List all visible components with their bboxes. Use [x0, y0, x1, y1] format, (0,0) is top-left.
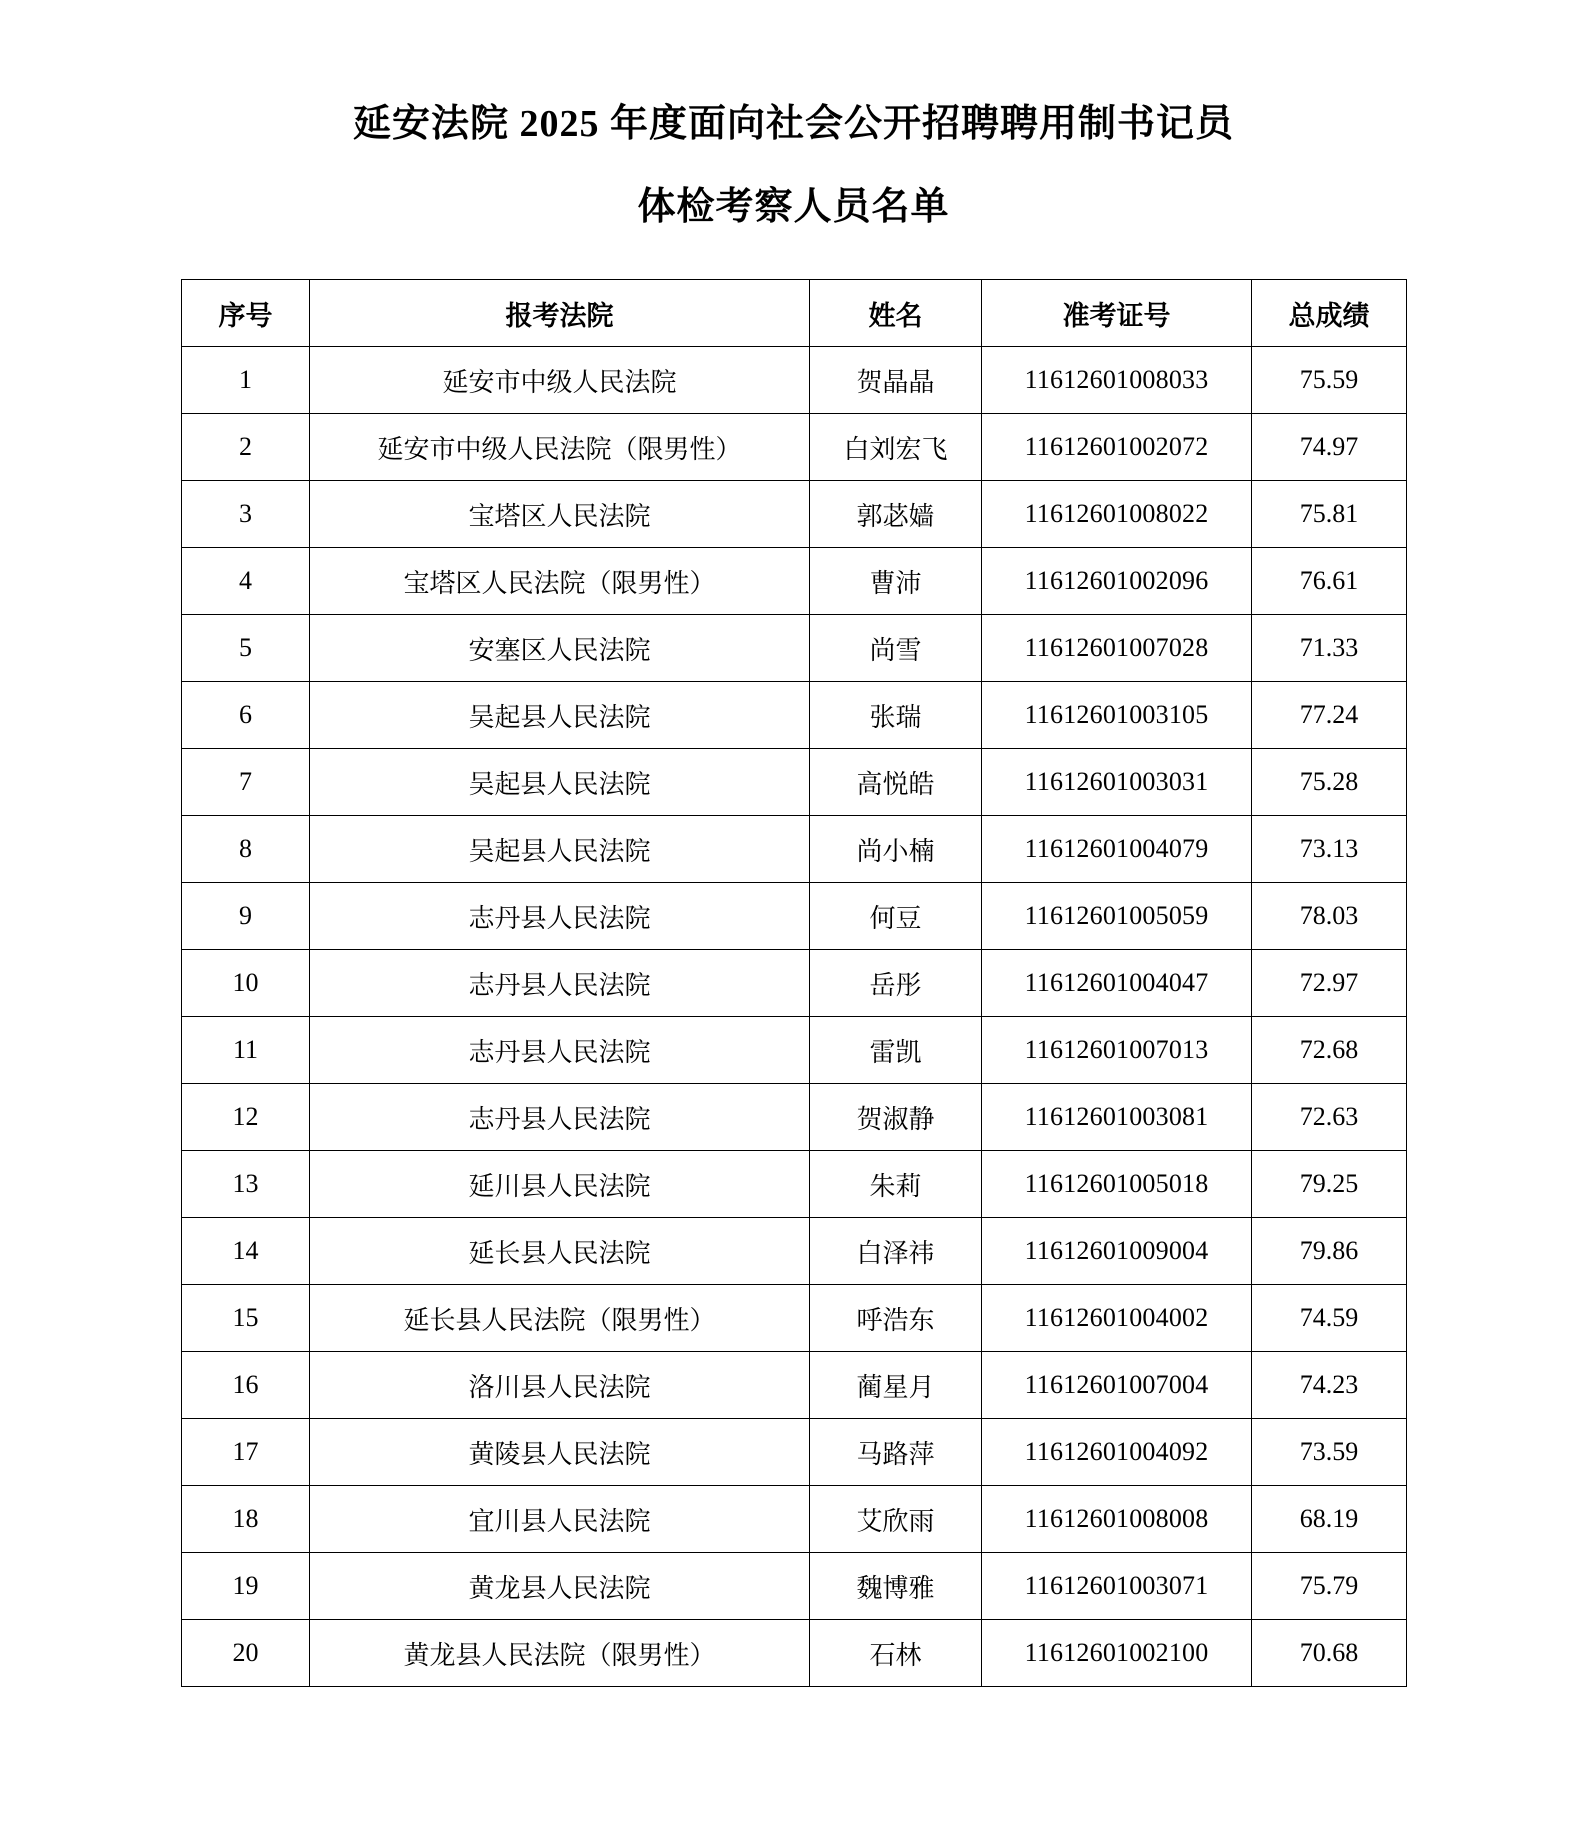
cell-index: 2	[182, 414, 310, 481]
cell-name: 何豆	[810, 883, 982, 950]
table-row	[182, 481, 1407, 548]
page-title-line-2: 体检考察人员名单	[637, 186, 950, 229]
cell-index: 9	[182, 883, 310, 950]
cell-court: 黄龙县人民法院	[310, 1553, 810, 1620]
cell-index: 4	[182, 548, 310, 615]
cell-total-score: 75.79	[1252, 1553, 1407, 1620]
table-row	[182, 1553, 1407, 1620]
cell-total-score: 78.03	[1252, 883, 1407, 950]
table-row	[182, 950, 1407, 1017]
cell-ticket-number: 11612601003071	[982, 1553, 1252, 1620]
cell-total-score: 68.19	[1252, 1486, 1407, 1553]
table-row	[182, 1218, 1407, 1285]
roster-table	[181, 279, 1407, 1687]
cell-total-score: 74.23	[1252, 1352, 1407, 1419]
cell-court: 宝塔区人民法院（限男性）	[310, 548, 810, 615]
table-row	[182, 1352, 1407, 1419]
cell-court: 延安市中级人民法院	[310, 347, 810, 414]
column-header-index: 序号	[182, 280, 310, 347]
cell-total-score: 74.59	[1252, 1285, 1407, 1352]
cell-ticket-number: 11612601003031	[982, 749, 1252, 816]
cell-total-score: 77.24	[1252, 682, 1407, 749]
cell-court: 志丹县人民法院	[310, 1084, 810, 1151]
table-row	[182, 615, 1407, 682]
cell-index: 6	[182, 682, 310, 749]
cell-court: 宜川县人民法院	[310, 1486, 810, 1553]
table-row	[182, 347, 1407, 414]
cell-name: 张瑞	[810, 682, 982, 749]
cell-index: 15	[182, 1285, 310, 1352]
cell-name: 尚小楠	[810, 816, 982, 883]
cell-name: 石林	[810, 1620, 982, 1687]
table-row	[182, 1017, 1407, 1084]
cell-index: 3	[182, 481, 310, 548]
cell-court: 黄龙县人民法院（限男性）	[310, 1620, 810, 1687]
table-row	[182, 1151, 1407, 1218]
cell-index: 18	[182, 1486, 310, 1553]
cell-court: 延川县人民法院	[310, 1151, 810, 1218]
cell-total-score: 76.61	[1252, 548, 1407, 615]
cell-name: 尚雪	[810, 615, 982, 682]
cell-name: 曹沛	[810, 548, 982, 615]
cell-name: 白刘宏飞	[810, 414, 982, 481]
cell-ticket-number: 11612601007013	[982, 1017, 1252, 1084]
cell-court: 延安市中级人民法院（限男性）	[310, 414, 810, 481]
cell-index: 16	[182, 1352, 310, 1419]
cell-name: 贺淑静	[810, 1084, 982, 1151]
cell-name: 白泽祎	[810, 1218, 982, 1285]
cell-total-score: 75.28	[1252, 749, 1407, 816]
cell-ticket-number: 11612601003081	[982, 1084, 1252, 1151]
cell-name: 朱莉	[810, 1151, 982, 1218]
cell-total-score: 73.13	[1252, 816, 1407, 883]
cell-ticket-number: 11612601007004	[982, 1352, 1252, 1419]
cell-ticket-number: 11612601003105	[982, 682, 1252, 749]
cell-name: 贺晶晶	[810, 347, 982, 414]
page-title	[0, 95, 1587, 237]
cell-ticket-number: 11612601007028	[982, 615, 1252, 682]
cell-name: 呼浩东	[810, 1285, 982, 1352]
cell-name: 高悦皓	[810, 749, 982, 816]
cell-court: 志丹县人民法院	[310, 883, 810, 950]
page-title-line-1: 延安法院 2025 年度面向社会公开招聘聘用制书记员	[352, 103, 1234, 146]
cell-index: 7	[182, 749, 310, 816]
cell-index: 19	[182, 1553, 310, 1620]
cell-ticket-number: 11612601005059	[982, 883, 1252, 950]
column-header-ticket-number: 准考证号	[982, 280, 1252, 347]
cell-total-score: 72.68	[1252, 1017, 1407, 1084]
table-row	[182, 414, 1407, 481]
cell-ticket-number: 11612601008033	[982, 347, 1252, 414]
cell-index: 20	[182, 1620, 310, 1687]
cell-ticket-number: 11612601002100	[982, 1620, 1252, 1687]
cell-total-score: 73.59	[1252, 1419, 1407, 1486]
table-row	[182, 1084, 1407, 1151]
cell-court: 宝塔区人民法院	[310, 481, 810, 548]
table-header	[182, 280, 1407, 347]
cell-ticket-number: 11612601009004	[982, 1218, 1252, 1285]
cell-court: 志丹县人民法院	[310, 950, 810, 1017]
table-row	[182, 682, 1407, 749]
cell-total-score: 71.33	[1252, 615, 1407, 682]
cell-ticket-number: 11612601002096	[982, 548, 1252, 615]
cell-total-score: 79.86	[1252, 1218, 1407, 1285]
table-header-row	[182, 280, 1407, 347]
cell-court: 吴起县人民法院	[310, 682, 810, 749]
table-row	[182, 548, 1407, 615]
cell-index: 14	[182, 1218, 310, 1285]
table-body	[182, 347, 1407, 1687]
column-header-total-score: 总成绩	[1252, 280, 1407, 347]
table-row	[182, 1486, 1407, 1553]
roster-table-container	[181, 279, 1406, 1687]
cell-index: 8	[182, 816, 310, 883]
cell-court: 洛川县人民法院	[310, 1352, 810, 1419]
cell-ticket-number: 11612601004002	[982, 1285, 1252, 1352]
cell-index: 5	[182, 615, 310, 682]
cell-name: 马路萍	[810, 1419, 982, 1486]
cell-total-score: 75.59	[1252, 347, 1407, 414]
column-header-name: 姓名	[810, 280, 982, 347]
table-row	[182, 1285, 1407, 1352]
cell-court: 安塞区人民法院	[310, 615, 810, 682]
cell-ticket-number: 11612601002072	[982, 414, 1252, 481]
cell-index: 1	[182, 347, 310, 414]
cell-index: 12	[182, 1084, 310, 1151]
cell-name: 岳彤	[810, 950, 982, 1017]
cell-court: 吴起县人民法院	[310, 749, 810, 816]
cell-total-score: 79.25	[1252, 1151, 1407, 1218]
cell-name: 魏博雅	[810, 1553, 982, 1620]
cell-ticket-number: 11612601008008	[982, 1486, 1252, 1553]
cell-court: 志丹县人民法院	[310, 1017, 810, 1084]
cell-total-score: 72.63	[1252, 1084, 1407, 1151]
column-header-court: 报考法院	[310, 280, 810, 347]
table-row	[182, 1419, 1407, 1486]
cell-index: 11	[182, 1017, 310, 1084]
cell-court: 延长县人民法院	[310, 1218, 810, 1285]
cell-ticket-number: 11612601004092	[982, 1419, 1252, 1486]
cell-ticket-number: 11612601008022	[982, 481, 1252, 548]
cell-name: 郭苾嫱	[810, 481, 982, 548]
cell-total-score: 72.97	[1252, 950, 1407, 1017]
table-row	[182, 816, 1407, 883]
cell-name: 雷凯	[810, 1017, 982, 1084]
table-row	[182, 1620, 1407, 1687]
cell-ticket-number: 11612601005018	[982, 1151, 1252, 1218]
cell-ticket-number: 11612601004079	[982, 816, 1252, 883]
cell-court: 吴起县人民法院	[310, 816, 810, 883]
cell-name: 蔺星月	[810, 1352, 982, 1419]
cell-index: 10	[182, 950, 310, 1017]
cell-ticket-number: 11612601004047	[982, 950, 1252, 1017]
table-row	[182, 749, 1407, 816]
cell-court: 延长县人民法院（限男性）	[310, 1285, 810, 1352]
cell-index: 13	[182, 1151, 310, 1218]
cell-court: 黄陵县人民法院	[310, 1419, 810, 1486]
cell-total-score: 70.68	[1252, 1620, 1407, 1687]
cell-total-score: 74.97	[1252, 414, 1407, 481]
cell-total-score: 75.81	[1252, 481, 1407, 548]
cell-index: 17	[182, 1419, 310, 1486]
table-row	[182, 883, 1407, 950]
cell-name: 艾欣雨	[810, 1486, 982, 1553]
